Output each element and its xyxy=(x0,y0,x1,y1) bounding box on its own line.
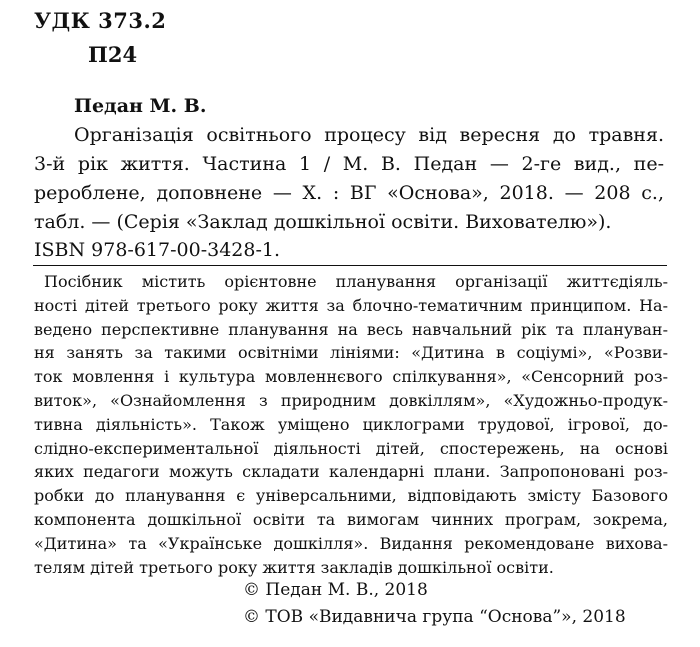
abstract-line: слідно-експериментальної діяльності дітей, спостережень, на основі xyxy=(34,438,668,458)
abstract-line: ня занять за такими освітніми лініями: «Дитина в соціумі», «Розви- xyxy=(34,343,668,363)
separator-rule xyxy=(33,265,667,266)
abstract-line: тивна діяльність». Також уміщено циклограми трудової, ігрової, до- xyxy=(34,414,668,434)
copyright-notice xyxy=(243,577,626,631)
isbn: ISBN 978-617-00-3428-1. xyxy=(34,239,281,261)
bibliographic-line: 3-й рік життя. Частина 1 / М. В. Педан — 2-ге вид., пе- xyxy=(34,153,664,175)
abstract-line: виток», «Ознайомлення з природним довкіллям», «Художньо-продук- xyxy=(34,390,668,410)
copyright-author: © Педан М. В., 2018 xyxy=(243,580,428,600)
abstract-line: яких педагоги можуть складати календарні плани. Запропоновані роз- xyxy=(34,462,668,482)
abstract-line: телям дітей третього року життя закладів дошкільної освіти. xyxy=(34,557,554,577)
bibliographic-line: рероблене, доповнене — Х. : ВГ «Основа», 2018. — 208 с., xyxy=(34,182,664,204)
bibliographic-line: табл. — (Серія «Заклад дошкільної освіти. Вихователю»). xyxy=(34,211,612,233)
abstract-paragraph xyxy=(34,270,668,579)
author-sign-code: П24 xyxy=(88,42,138,67)
abstract-line: ведено перспективне планування на весь навчальний рік та плануван- xyxy=(34,319,668,339)
bibliographic-description xyxy=(34,92,664,237)
udk-classification: УДК 373.2 xyxy=(34,8,167,33)
author-name: Педан М. В. xyxy=(74,95,207,117)
abstract-line: ності дітей третього року життя за блочно-тематичним принципом. На- xyxy=(34,295,668,315)
abstract-line: Посібник містить орієнтовне планування організації життєдіяль- xyxy=(44,272,668,291)
copyright-publisher: © ТОВ «Видавнича група “Основа”», 2018 xyxy=(243,607,626,627)
abstract-line: «Дитина» та «Українське дошкілля». Видання рекомендоване вихова- xyxy=(34,533,668,553)
abstract-line: ток мовлення і культура мовленнєвого спілкування», «Сенсорний роз- xyxy=(34,367,668,387)
abstract-line: компонента дошкільної освіти та вимогам чинних програм, зокрема, xyxy=(34,509,668,529)
abstract-line: робки до планування є універсальними, відповідають змісту Базового xyxy=(34,486,668,506)
book-title-line: Організація освітнього процесу від вересня до травня. xyxy=(74,124,664,146)
